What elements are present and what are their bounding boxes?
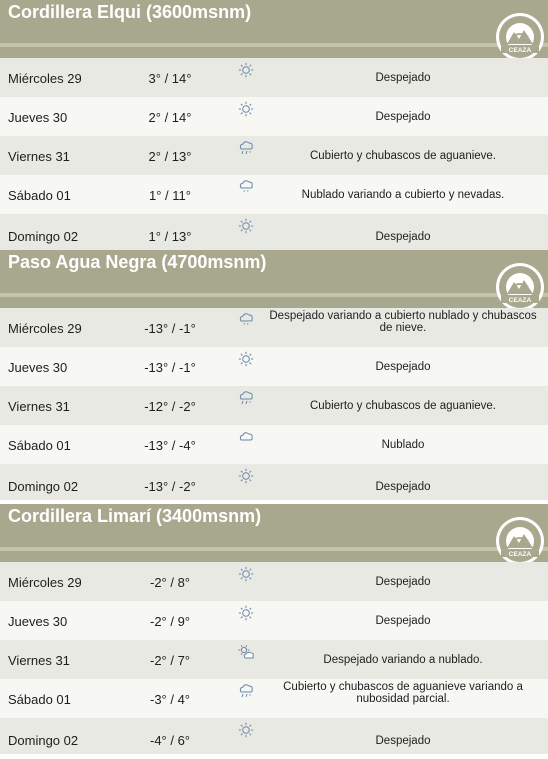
forecast-row (0, 425, 548, 464)
forecast-row (0, 97, 548, 136)
svg-text:*: * (249, 694, 251, 699)
forecast-row (0, 718, 548, 754)
temperature-range: -13° / -1° (144, 360, 196, 375)
ceaza-logo-icon (495, 516, 545, 566)
day-label: Miércoles 29 (8, 321, 82, 336)
forecast-row (0, 464, 548, 500)
weather-description: Despejado (375, 111, 431, 123)
sun-icon (238, 101, 254, 117)
sun-icon (238, 468, 254, 484)
weather-description: Despejado (375, 735, 431, 747)
forecast-section (0, 0, 548, 250)
day-label: Sábado 01 (8, 188, 71, 203)
snow-cloud-icon (238, 179, 254, 195)
forecast-row (0, 308, 548, 347)
day-label: Viernes 31 (8, 653, 70, 668)
section-title: Paso Agua Negra (4700msnm) (8, 252, 267, 272)
sun-icon (238, 566, 254, 582)
weather-description: Nublado variando a cubierto y nevadas. (301, 189, 505, 201)
weather-description: Despejado (375, 361, 431, 373)
forecast-row (0, 58, 548, 97)
forecast-row (0, 386, 548, 425)
temperature-range: -3° / 4° (149, 692, 191, 707)
day-label: Sábado 01 (8, 438, 71, 453)
temperature-range: -2° / 9° (149, 614, 191, 629)
forecast-row (0, 347, 548, 386)
day-label: Jueves 30 (8, 614, 68, 629)
weather-description: Nublado (381, 439, 425, 451)
day-label: Viernes 31 (8, 399, 70, 414)
weather-description: Despejado variando a nublado. (323, 654, 483, 666)
forecast-rows (0, 562, 548, 754)
sleet-cloud-icon (238, 140, 254, 156)
day-label: Domingo 02 (8, 229, 79, 244)
header-divider (0, 43, 548, 47)
sun-icon (238, 722, 254, 738)
temperature-range: 1° / 13° (148, 229, 192, 244)
logo-label: CEAZA (508, 551, 532, 558)
svg-text:* *: * * (243, 323, 249, 328)
day-label: Viernes 31 (8, 149, 70, 164)
forecast-rows (0, 58, 548, 250)
forecast-row (0, 562, 548, 601)
temperature-range: 1° / 11° (149, 188, 191, 203)
temperature-range: -13° / -2° (144, 479, 196, 494)
temperature-range: -2° / 7° (149, 653, 191, 668)
day-label: Domingo 02 (8, 733, 79, 748)
weather-description: Despejado (375, 481, 431, 493)
logo-label: CEAZA (508, 297, 532, 304)
forecast-row (0, 175, 548, 214)
day-label: Domingo 02 (8, 479, 79, 494)
weather-description: Despejado (375, 615, 431, 627)
ceaza-logo-icon (495, 262, 545, 312)
section-title: Cordillera Elqui (3600msnm) (8, 2, 252, 22)
temperature-range: -2° / 8° (149, 575, 191, 590)
forecast-row (0, 640, 548, 679)
temperature-range: -4° / 6° (149, 733, 191, 748)
day-label: Jueves 30 (8, 360, 68, 375)
forecast-section (0, 250, 548, 504)
weather-description: Cubierto y chubascos de aguanieve. (309, 400, 497, 412)
temperature-range: -12° / -2° (144, 399, 196, 414)
temperature-range: -13° / -4° (144, 438, 196, 453)
temperature-range: -13° / -1° (144, 321, 196, 336)
forecast-row (0, 136, 548, 175)
weather-description: Despejado (375, 576, 431, 588)
forecast-rows (0, 308, 548, 500)
weather-description: Despejado (375, 72, 431, 84)
header-divider (0, 293, 548, 297)
ceaza-logo-icon (495, 12, 545, 62)
logo-label: CEAZA (508, 47, 532, 54)
weather-description: Despejado variando a cubierto nublado y chubascos de nieve. (269, 310, 537, 334)
weather-description: Cubierto y chubascos de aguanieve. (309, 150, 497, 162)
forecast-section (0, 504, 548, 758)
svg-text:*: * (249, 151, 251, 156)
day-label: Miércoles 29 (8, 71, 82, 86)
forecast-row (0, 214, 548, 250)
sleet-cloud-icon (238, 683, 254, 699)
header-divider (0, 547, 548, 551)
section-header (0, 250, 548, 308)
weather-description: Despejado (375, 231, 431, 243)
day-label: Jueves 30 (8, 110, 68, 125)
snow-cloud-icon (238, 312, 254, 328)
cloud-icon (238, 429, 254, 445)
sleet-cloud-icon (238, 390, 254, 406)
section-header (0, 504, 548, 562)
day-label: Sábado 01 (8, 692, 71, 707)
section-title: Cordillera Limarí (3400msnm) (8, 506, 262, 526)
forecast-row (0, 601, 548, 640)
sun-icon (238, 605, 254, 621)
sun-icon (238, 218, 254, 234)
forecast-row (0, 679, 548, 718)
sun-cloud-icon (238, 644, 254, 660)
temperature-range: 3° / 14° (148, 71, 192, 86)
weather-description: Cubierto y chubascos de aguanieve variando a nubosidad parcial. (283, 681, 523, 705)
temperature-range: 2° / 13° (148, 149, 192, 164)
svg-text:*: * (249, 401, 251, 406)
day-label: Miércoles 29 (8, 575, 82, 590)
sun-icon (238, 62, 254, 78)
svg-text:* *: * * (243, 190, 249, 195)
section-header (0, 0, 548, 58)
temperature-range: 2° / 14° (148, 110, 192, 125)
sun-icon (238, 351, 254, 367)
